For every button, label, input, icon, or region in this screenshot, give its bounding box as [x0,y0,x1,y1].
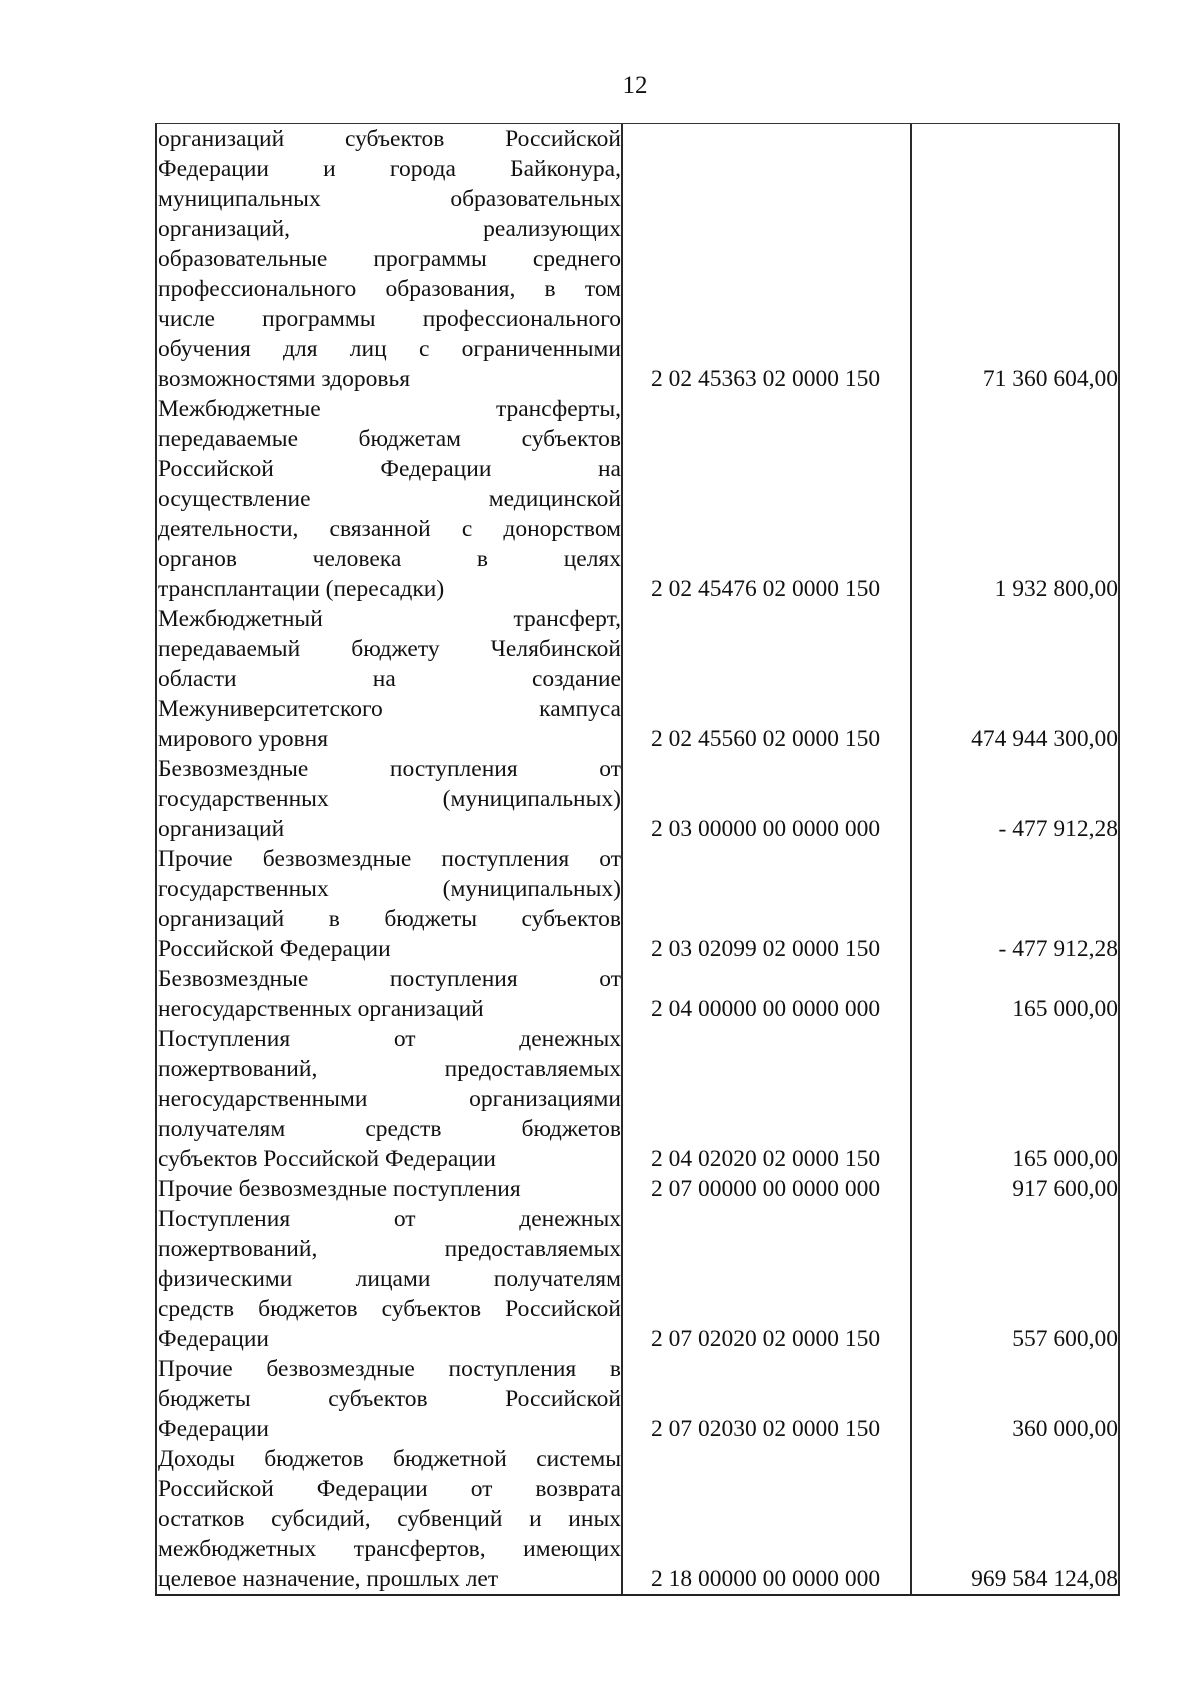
table-row [155,1024,1122,1174]
budget-classification-code: 2 07 02030 02 0000 150 [650,1416,881,1442]
budget-classification-code: 2 07 02020 02 0000 150 [650,1326,881,1352]
table-row [155,604,1122,754]
table-row [155,844,1122,964]
description-line: обучения для лиц с ограниченными [158,336,621,362]
description-line: органов человека в целях [158,546,621,572]
revenue-description [155,844,621,964]
description-line: Российской Федерации от возврата [158,1476,621,1502]
table-row [155,1174,1122,1204]
description-line: средств бюджетов субъектов Российской [158,1296,621,1322]
amount-rubles: 557 600,00 [1012,1326,1118,1352]
revenue-description [155,754,621,844]
description-line: Межбюджетный трансферт, [158,606,621,632]
description-line: физическими лицами получателям [158,1266,621,1292]
table-row [155,1354,1122,1444]
description-line: Федерации [158,1326,269,1352]
amount-rubles: 71 360 604,00 [982,366,1118,392]
amount-rubles: 360 000,00 [1012,1416,1118,1442]
description-line: деятельности, связанной с донорством [158,516,621,542]
budget-classification-code: 2 02 45560 02 0000 150 [650,726,881,752]
description-line: передаваемый бюджету Челябинской [158,636,621,662]
revenue-description [155,964,621,1024]
revenue-description [155,1354,621,1444]
budget-classification-code: 2 02 45476 02 0000 150 [650,576,881,602]
description-line: Российской Федерации на [158,456,621,482]
description-line: государственных (муниципальных) [158,786,621,812]
description-line: Прочие безвозмездные поступления от [158,846,621,872]
description-line: муниципальных образовательных [158,186,621,212]
description-line: Прочие безвозмездные поступления в [158,1356,621,1382]
description-line: возможностями здоровья [158,366,411,392]
description-line: пожертвований, предоставляемых [158,1056,621,1082]
budget-classification-code: 2 07 00000 00 0000 000 [650,1176,881,1202]
amount-rubles: 474 944 300,00 [971,726,1118,752]
description-line: негосударственными организациями [158,1086,621,1112]
description-line: Федерации [158,1416,269,1442]
budget-classification-code: 2 03 02099 02 0000 150 [650,936,881,962]
revenue-description [155,1024,621,1174]
description-line: Федерации и города Байконура, [158,156,621,182]
description-line: организаций, реализующих [158,216,621,242]
description-line: осуществление медицинской [158,486,621,512]
description-line: организаций субъектов Российской [158,126,621,152]
budget-classification-code: 2 03 00000 00 0000 000 [650,816,881,842]
table-row [155,1444,1122,1594]
amount-rubles: 165 000,00 [1012,996,1118,1022]
description-line: передаваемые бюджетам субъектов [158,426,621,452]
budget-classification-code: 2 02 45363 02 0000 150 [650,366,881,392]
description-line: профессионального образования, в том [158,276,621,302]
description-line: Поступления от денежных [158,1026,621,1052]
description-line: Доходы бюджетов бюджетной системы [158,1446,621,1472]
amount-rubles: 1 932 800,00 [994,576,1118,602]
revenue-description [155,1204,621,1354]
revenue-table [155,123,1120,1596]
description-line: мирового уровня [158,726,329,752]
description-line: пожертвований, предоставляемых [158,1236,621,1262]
description-line: Безвозмездные поступления от [158,966,621,992]
description-line: Российской Федерации [158,936,391,962]
description-line: образовательные программы среднего [158,246,621,272]
budget-classification-code: 2 18 00000 00 0000 000 [650,1566,881,1592]
table-row [155,394,1122,604]
revenue-description [155,394,621,604]
description-line: Поступления от денежных [158,1206,621,1232]
description-line: целевое назначение, прошлых лет [158,1566,499,1592]
description-line: бюджеты субъектов Российской [158,1386,621,1412]
table-body [155,124,1122,1594]
amount-rubles: 917 600,00 [1012,1176,1118,1202]
description-line: получателям средств бюджетов [158,1116,621,1142]
description-line: области на создание [158,666,621,692]
description-line: трансплантации (пересадки) [158,576,445,602]
amount-rubles: 165 000,00 [1012,1146,1118,1172]
description-line: Межуниверситетского кампуса [158,696,621,722]
description-line: организаций в бюджеты субъектов [158,906,621,932]
table-row [155,124,1122,394]
description-line: субъектов Российской Федерации [158,1146,496,1172]
revenue-description [155,1444,621,1594]
description-line: межбюджетных трансфертов, имеющих [158,1536,621,1562]
description-line: остатков субсидий, субвенций и иных [158,1506,621,1532]
description-line: Прочие безвозмездные поступления [158,1176,521,1202]
description-line: организаций [158,816,285,842]
revenue-description [155,1174,621,1204]
revenue-description [155,604,621,754]
description-line: негосударственных организаций [158,996,484,1022]
description-line: Межбюджетные трансферты, [158,396,621,422]
table-row [155,754,1122,844]
budget-classification-code: 2 04 02020 02 0000 150 [650,1146,881,1172]
amount-rubles: - 477 912,28 [998,816,1118,842]
description-line: числе программы профессионального [158,306,621,332]
revenue-table-grid [155,124,1122,1594]
amount-rubles: - 477 912,28 [998,936,1118,962]
page-number: 12 [622,72,648,99]
table-row [155,964,1122,1024]
revenue-description [155,124,621,394]
budget-classification-code: 2 04 00000 00 0000 000 [650,996,881,1022]
table-row [155,1204,1122,1354]
description-line: Безвозмездные поступления от [158,756,621,782]
description-line: государственных (муниципальных) [158,876,621,902]
amount-rubles: 969 584 124,08 [971,1566,1118,1592]
